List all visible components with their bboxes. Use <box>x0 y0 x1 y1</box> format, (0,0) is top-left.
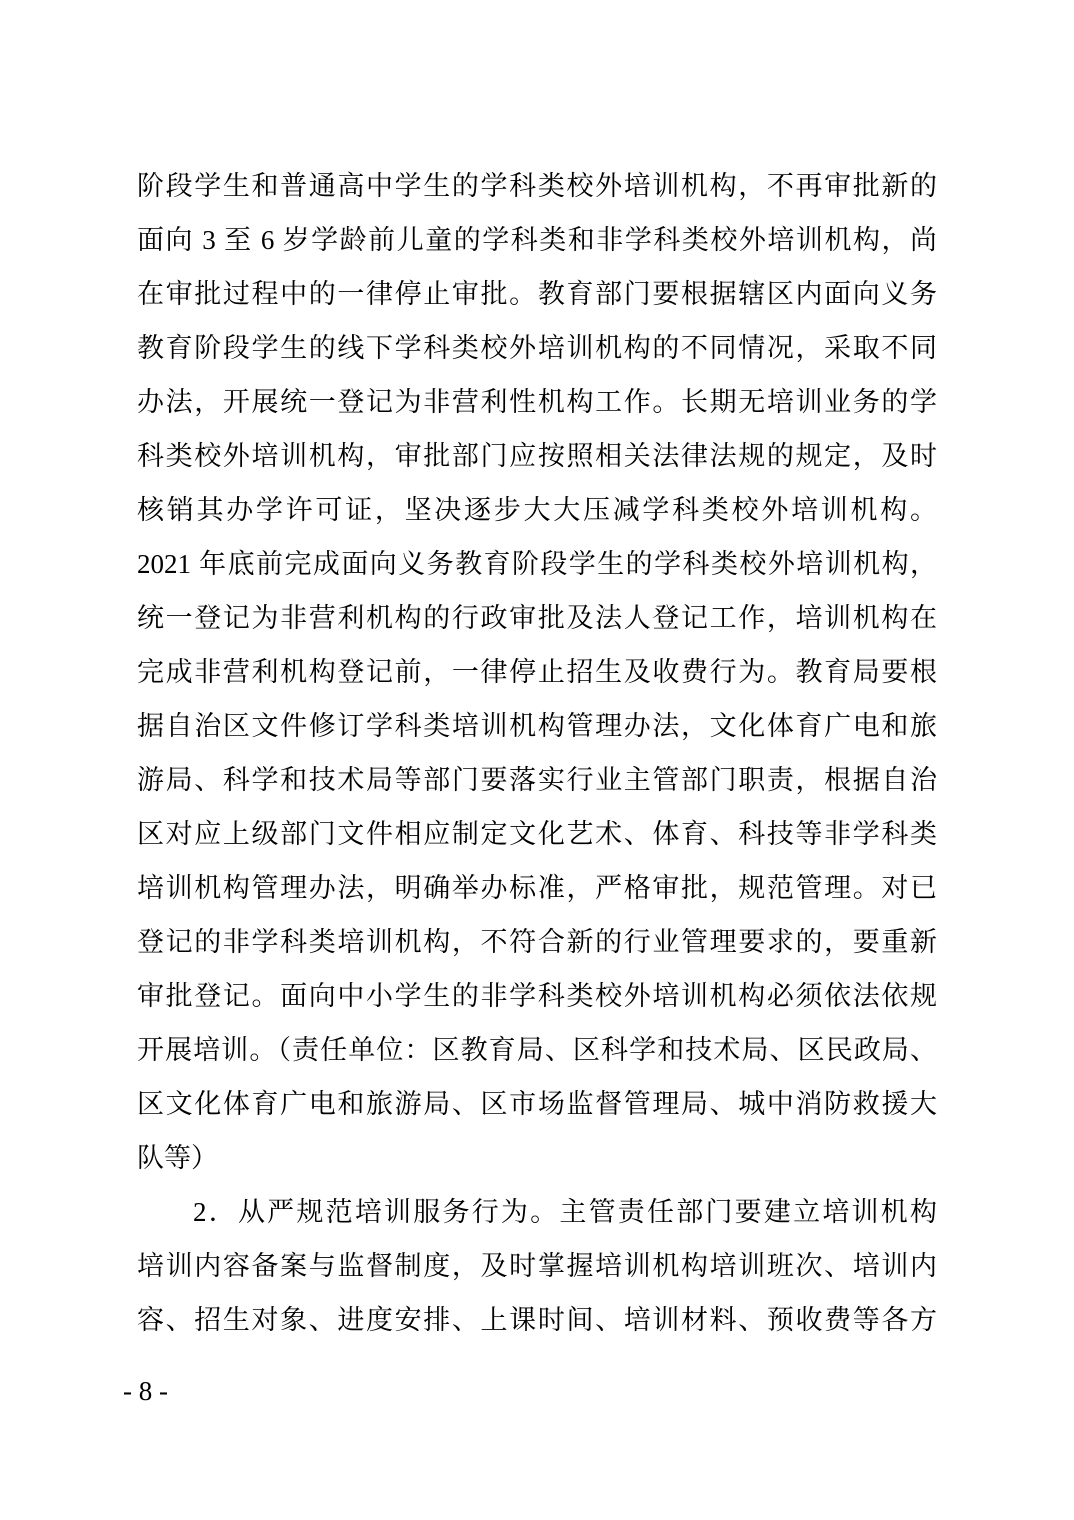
text-line: 在审批过程中的一律停止审批。教育部门要根据辖区内面向义务 <box>137 279 937 309</box>
text-line: 统一登记为非营利机构的行政审批及法人登记工作，培训机构在 <box>137 603 937 633</box>
text-line: 阶段学生和普通高中学生的学科类校外培训机构，不再审批新的 <box>137 171 937 201</box>
text-line: 游局、科学和技术局等部门要落实行业主管部门职责，根据自治 <box>137 765 937 795</box>
text-line: 办法，开展统一登记为非营利性机构工作。长期无培训业务的学 <box>137 387 937 417</box>
text-line: 开展培训。（责任单位：区教育局、区科学和技术局、区民政局、 <box>137 1035 937 1065</box>
text-line: 培训内容备案与监督制度，及时掌握培训机构培训班次、培训内 <box>137 1251 937 1281</box>
text-line: 区对应上级部门文件相应制定文化艺术、体育、科技等非学科类 <box>137 819 937 849</box>
text-line: 登记的非学科类培训机构，不符合新的行业管理要求的，要重新 <box>137 927 937 957</box>
text-line: 审批登记。面向中小学生的非学科类校外培训机构必须依法依规 <box>137 981 937 1011</box>
text-line: 完成非营利机构登记前，一律停止招生及收费行为。教育局要根 <box>137 657 937 687</box>
text-line-paragraph-end: 队等） <box>137 1143 218 1173</box>
text-line: 科类校外培训机构，审批部门应按照相关法律法规的规定，及时 <box>137 441 937 471</box>
text-line: 教育阶段学生的线下学科类校外培训机构的不同情况，采取不同 <box>137 333 937 363</box>
page-number: - 8 - <box>123 1376 168 1406</box>
text-line: 2021 年底前完成面向义务教育阶段学生的学科类校外培训机构， <box>137 549 937 579</box>
text-line: 培训机构管理办法，明确举办标准，严格审批，规范管理。对已 <box>137 873 937 903</box>
text-line: 容、招生对象、进度安排、上课时间、培训材料、预收费等各方 <box>137 1305 937 1335</box>
document-body-text <box>137 159 937 1347</box>
text-line: 核销其办学许可证，坚决逐步大大压减学科类校外培训机构。 <box>137 495 937 525</box>
text-line: 据自治区文件修订学科类培训机构管理办法，文化体育广电和旅 <box>137 711 937 741</box>
text-line: 面向 3 至 6 岁学龄前儿童的学科类和非学科类校外培训机构，尚 <box>137 225 937 255</box>
text-line: 区文化体育广电和旅游局、区市场监督管理局、城中消防救援大 <box>137 1089 937 1119</box>
text-line-paragraph-start: 2．从严规范培训服务行为。主管责任部门要建立培训机构 <box>193 1197 937 1227</box>
